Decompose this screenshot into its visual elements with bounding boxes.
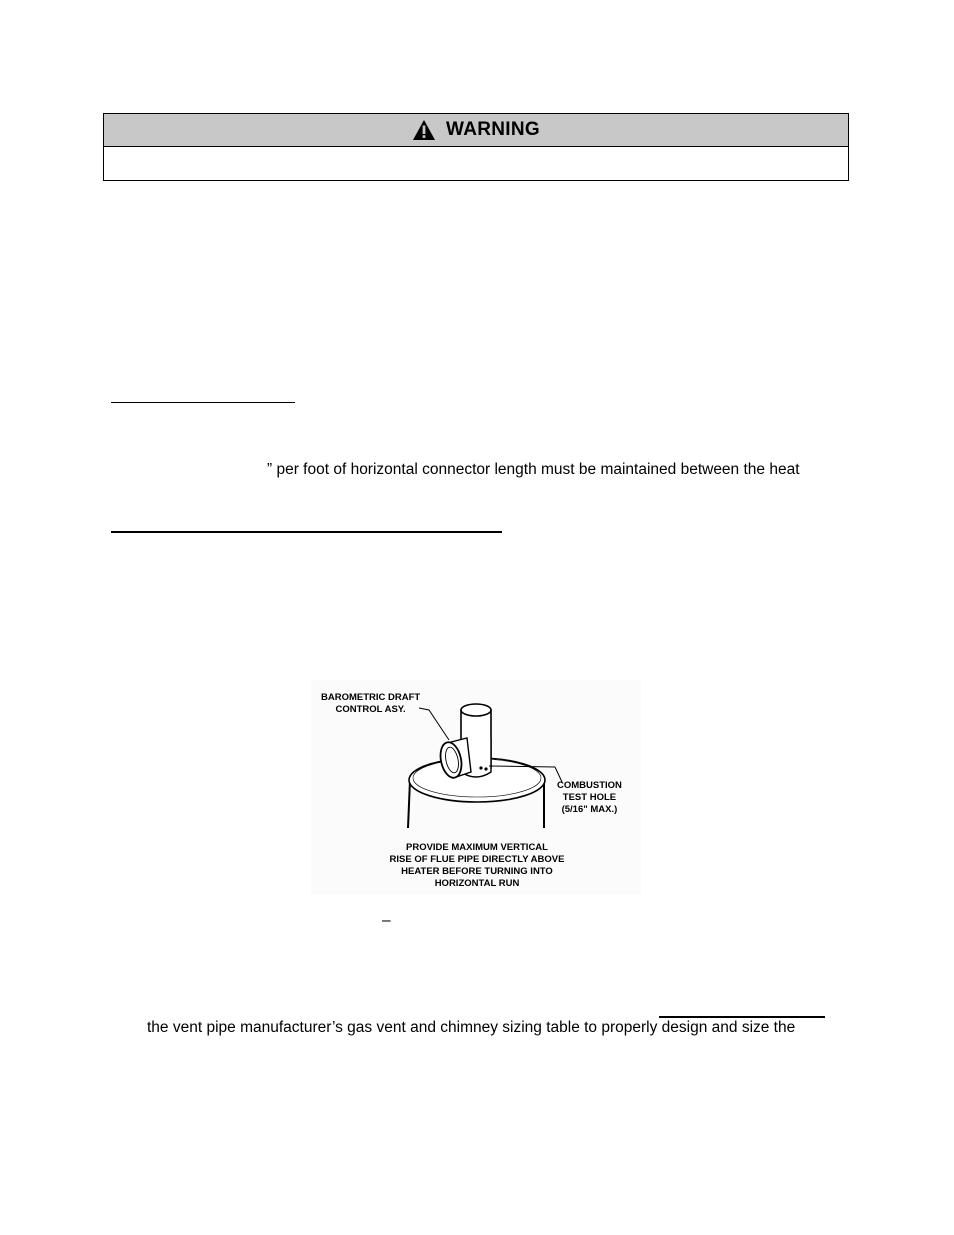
heading-underline-2 (111, 531, 502, 533)
vent-sizing-text: the vent pipe manufacturer’s gas vent and chimney sizing table to properly design and size the (147, 1019, 796, 1036)
caption-dash: – (382, 912, 391, 929)
slope-requirement-text: ” per foot of horizontal connector length must be maintained between the heat (267, 461, 800, 478)
heading-underline-1 (111, 402, 295, 403)
heading-underline-3 (659, 1016, 825, 1018)
label-draft-control (321, 692, 420, 716)
flue-pipe-figure (311, 680, 641, 895)
warning-header (104, 114, 848, 147)
warning-title: WARNING (446, 119, 540, 140)
warning-triangle-icon (412, 119, 436, 141)
warning-box (103, 113, 849, 181)
label-vertical-rise: PROVIDE MAXIMUM VERTICAL RISE OF FLUE PIPE DIRECTLY ABOVE HEATER BEFORE TURNING INTO HORIZONTAL RUN (389, 842, 565, 889)
label-test-hole: COMBUSTION TEST HOLE (5/16" MAX.) (557, 780, 622, 815)
label-draft-control-line2: CONTROL ASY. (335, 704, 406, 715)
label-draft-control-line1: BAROMETRIC DRAFT (321, 692, 421, 703)
